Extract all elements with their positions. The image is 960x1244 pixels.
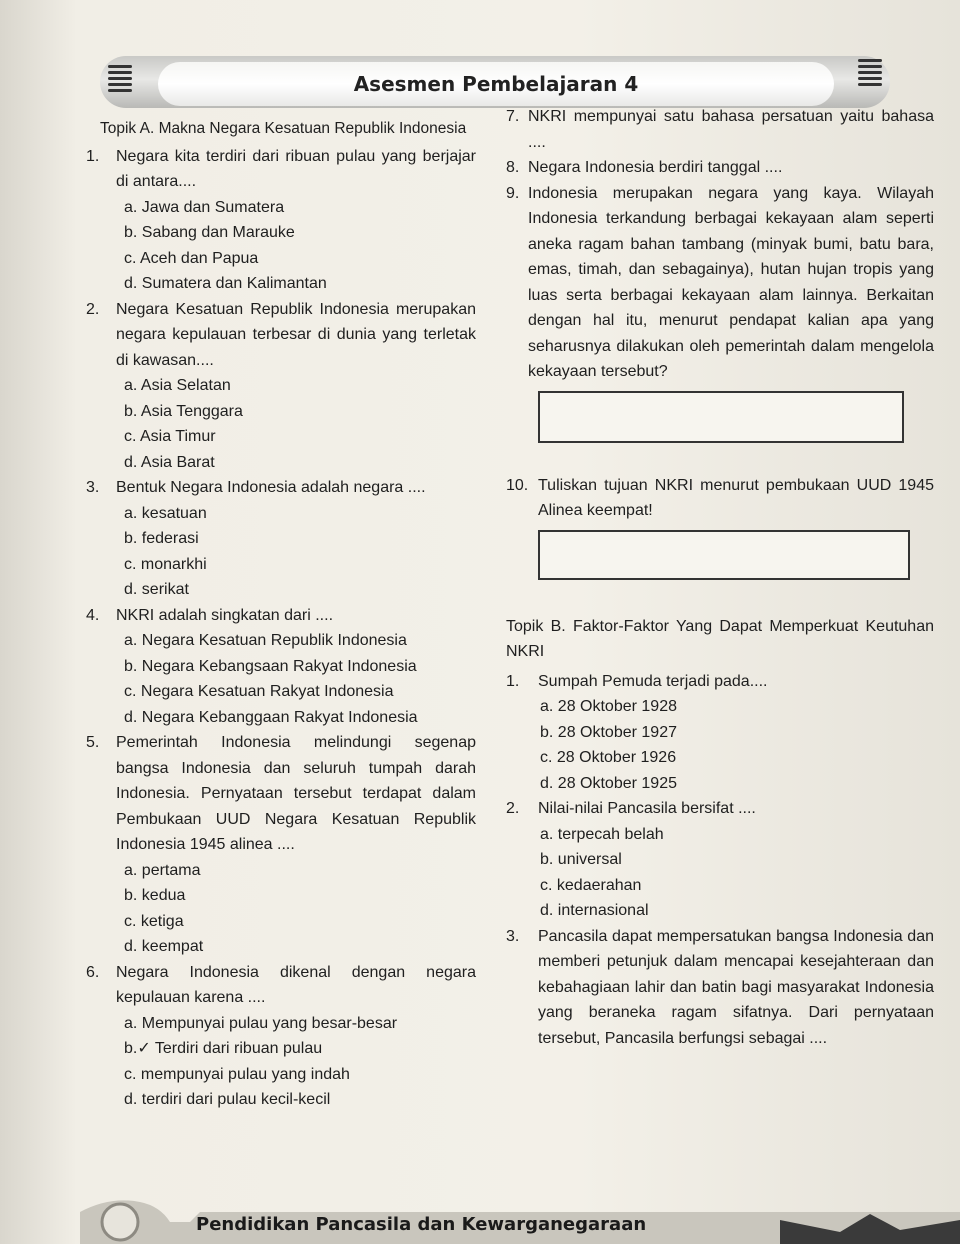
question-number: 2. — [86, 300, 100, 318]
answer-option[interactable]: b. Asia Tenggara — [124, 402, 243, 420]
question-7: 7. NKRI mempunyai satu bahasa persatuan yaitu bahasa .... — [506, 108, 934, 151]
answer-option[interactable]: d. 28 Oktober 1925 — [540, 774, 677, 792]
question-9: 9. Indonesia merupakan negara yang kaya. Wilayah Indonesia terkandung berbagai kekayaan alam seperti aneka ragam bahan tambang (minyak bumi, batu bara, emas, timah, dan sebagainya), hutan hujan tropis yang luas serta berbagai kekayaan alam lainnya. Berkaitan dengan hal itu, menurut pendapat kalian apa yang seharusnya dilakukan oleh pemerintah dalam mengelola kekayaan tersebut? — [506, 184, 934, 380]
question-text: Bentuk Negara Indonesia adalah negara .... — [116, 479, 426, 496]
answer-option[interactable]: a. terpecah belah — [540, 825, 664, 843]
header-right-lines-icon — [858, 56, 882, 89]
answer-option[interactable]: a. Asia Selatan — [124, 377, 231, 394]
question-number: 4. — [86, 606, 100, 624]
question-number: 3. — [506, 927, 520, 945]
answer-option[interactable]: c. Asia Timur — [124, 428, 216, 445]
header-left-lines-icon — [108, 62, 132, 95]
question-text: Negara kita terdiri dari ribuan pulau yang berjajar di antara.... — [116, 147, 476, 190]
answer-option[interactable]: b.✓ Terdiri dari ribuan pulau — [124, 1040, 323, 1057]
question-number: 6. — [86, 963, 100, 981]
right-question-3 — [506, 924, 934, 1052]
left-question-5 — [86, 730, 476, 960]
question-number: 5. — [86, 734, 100, 751]
question-text: Sumpah Pemuda terjadi pada.... — [538, 672, 768, 690]
answer-option[interactable]: c. kedaerahan — [540, 876, 642, 894]
answer-option[interactable]: d. Negara Kebanggaan Rakyat Indonesia — [124, 708, 418, 726]
answer-option[interactable]: a. Negara Kesatuan Republik Indonesia — [124, 632, 407, 649]
right-column — [506, 104, 934, 1051]
question-text: Nilai-nilai Pancasila bersifat .... — [538, 800, 756, 817]
question-10: 10. Tuliskan tujuan NKRI menurut pembukaan UUD 1945 Alinea keempat! — [506, 476, 934, 519]
topic-b-title: Topik B. Faktor-Faktor Yang Dapat Memperkuat Keutuhan NKRI — [506, 617, 934, 660]
answer-option[interactable]: a. 28 Oktober 1928 — [540, 698, 677, 715]
answer-option[interactable]: b. 28 Oktober 1927 — [540, 723, 677, 741]
question-text: Negara Kesatuan Republik Indonesia merupakan negara kepulauan terbesar di dunia yang terletak di kawasan.... — [116, 300, 476, 369]
answer-option[interactable]: a. Mempunyai pulau yang besar-besar — [124, 1014, 398, 1032]
answer-option[interactable]: d. terdiri dari pulau kecil-kecil — [124, 1091, 331, 1108]
page-title: Asesmen Pembelajaran 4 — [158, 62, 834, 106]
answer-option[interactable]: c. Negara Kesatuan Rakyat Indonesia — [124, 683, 394, 700]
answer-option[interactable]: a. Jawa dan Sumatera — [124, 198, 285, 216]
question-8: 8. Negara Indonesia berdiri tanggal .... — [506, 159, 783, 176]
left-question-6 — [86, 960, 476, 1113]
answer-option[interactable]: d. serikat — [124, 581, 189, 598]
left-question-2 — [86, 297, 476, 476]
answer-option[interactable]: d. internasional — [540, 902, 649, 919]
answer-option[interactable]: b. universal — [540, 851, 622, 868]
answer-option[interactable]: b. federasi — [124, 530, 199, 547]
question-text: NKRI adalah singkatan dari .... — [116, 606, 334, 624]
footer-title: Pendidikan Pancasila dan Kewarganegaraan — [196, 1214, 647, 1235]
answer-option[interactable]: d. Sumatera dan Kalimantan — [124, 275, 327, 292]
answer-option[interactable]: c. monarkhi — [124, 555, 207, 573]
answer-option[interactable]: c. mempunyai pulau yang indah — [124, 1065, 350, 1083]
question-number: 2. — [506, 800, 520, 817]
answer-option[interactable]: c. 28 Oktober 1926 — [540, 749, 677, 766]
answer-option[interactable]: c. ketiga — [124, 912, 184, 930]
answer-box-q10[interactable] — [538, 530, 910, 580]
left-question-3 — [86, 475, 476, 603]
question-text: Pancasila dapat mempersatukan bangsa Indonesia dan memberi petunjuk dalam mencapai kesejahteraan dan kebahagiaan lahir dan batin bagi masyarakat Indonesia yang beraneka ragam sifatnya. Dari pernyataan tersebut, Pancasila berfungsi sebagai .... — [538, 927, 934, 1047]
question-number: 3. — [86, 479, 100, 496]
left-column — [86, 116, 476, 1113]
answer-option[interactable]: b. Sabang dan Marauke — [124, 224, 295, 241]
question-text: Negara Indonesia dikenal dengan negara kepulauan karena .... — [116, 963, 476, 1006]
right-question-1 — [506, 669, 934, 797]
question-number: 1. — [506, 672, 520, 690]
answer-option[interactable]: a. pertama — [124, 861, 201, 879]
left-question-1 — [86, 144, 476, 297]
answer-box-q9[interactable] — [538, 391, 904, 443]
left-question-4 — [86, 603, 476, 731]
answer-option[interactable]: a. kesatuan — [124, 504, 207, 522]
question-number: 1. — [86, 147, 100, 165]
question-text: Pemerintah Indonesia melindungi segenap bangsa Indonesia dan seluruh tumpah darah Indonesia. Pernyataan tersebut terdapat dalam Pembukaan UUD Negara Kesatuan Republik Indonesia 1945 alinea .... — [116, 734, 476, 853]
answer-option[interactable]: b. kedua — [124, 887, 186, 904]
topic-a-title: Topik A. Makna Negara Kesatuan Republik Indonesia — [100, 120, 467, 137]
answer-option[interactable]: d. keempat — [124, 938, 204, 955]
answer-option[interactable]: d. Asia Barat — [124, 453, 215, 471]
answer-option[interactable]: b. Negara Kebangsaan Rakyat Indonesia — [124, 657, 417, 675]
right-question-2 — [506, 796, 934, 924]
answer-option[interactable]: c. Aceh dan Papua — [124, 249, 259, 267]
